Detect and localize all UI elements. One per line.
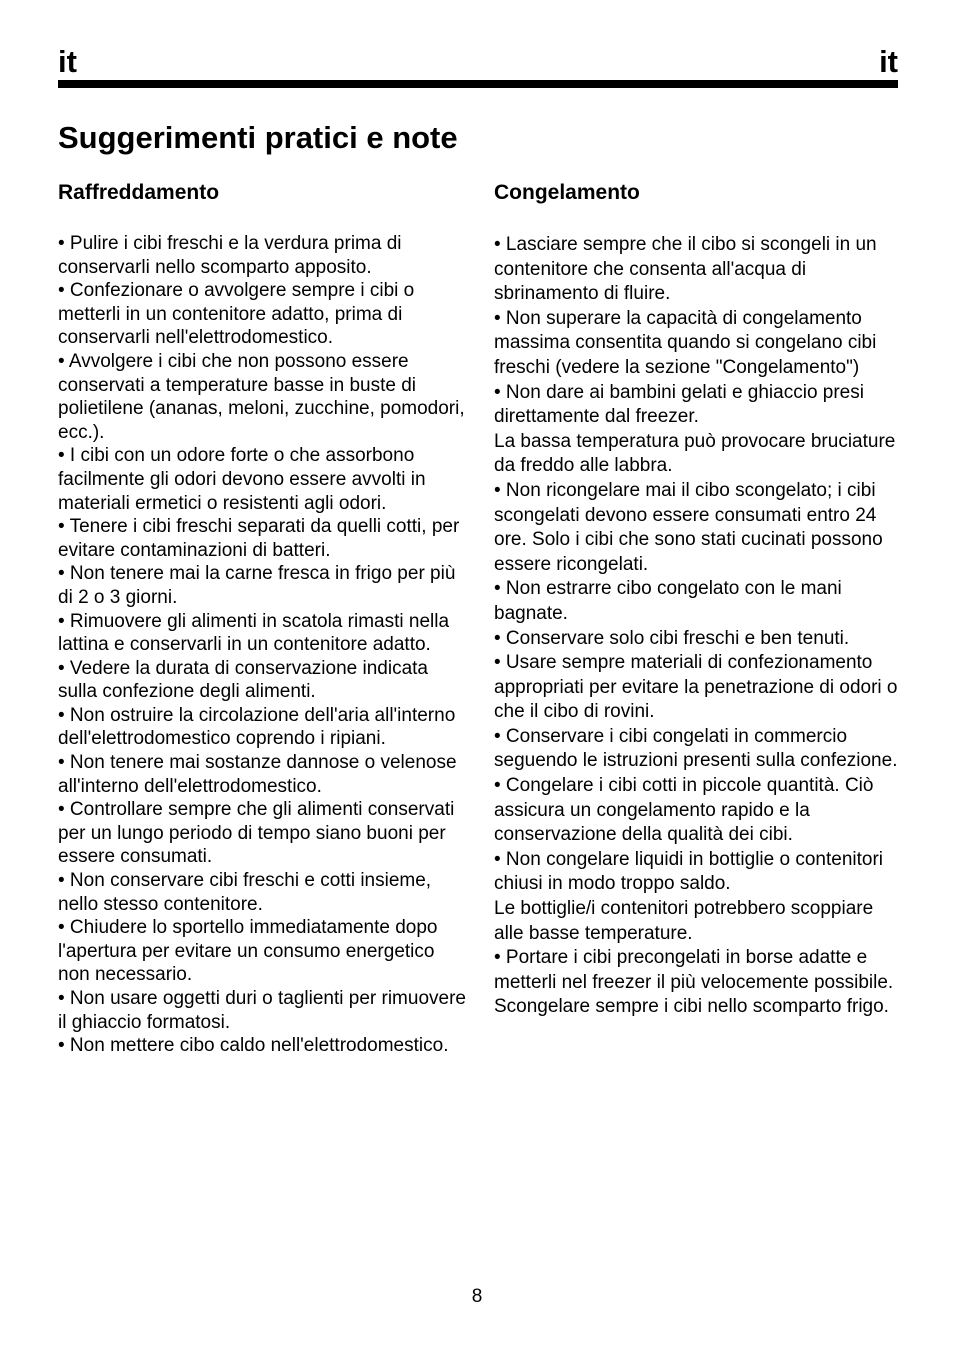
list-item: La bassa temperatura può provocare bruciature da freddo alle labbra. [494, 430, 896, 477]
cooling-section-title: Raffreddamento [58, 181, 220, 204]
list-item: • Non estrarre cibo congelato con le mani bagnate. [494, 578, 842, 624]
list-item: • Conservare solo cibi freschi e ben tenuti. [494, 627, 850, 649]
freezing-section-title: Congelamento [494, 181, 640, 204]
cooling-section [58, 180, 468, 1058]
list-item: • Vedere la durata di conservazione indicata sulla confezione degli alimenti. [58, 657, 428, 703]
cooling-tips-list [58, 232, 468, 1058]
list-item: • Non ostruire la circolazione dell'aria all'interno dell'elettrodomestico coprendo i ripiani. [58, 704, 456, 750]
list-item: • Rimuovere gli alimenti in scatola rimasti nella lattina e conservarli in un contenitore adatto. [58, 610, 450, 656]
list-item: • Non dare ai bambini gelati e ghiaccio presi direttamente dal freezer. [494, 381, 864, 428]
header-divider [58, 80, 898, 88]
list-item: • Non ricongelare mai il cibo scongelato; i cibi scongelati devono essere consumati entro 24 ore. Solo i cibi che sono stati cucinati possono essere ricongelati. [494, 479, 883, 575]
freezing-tips-list [494, 233, 904, 1020]
list-item: • Portare i cibi precongelati in borse adatte e metterli nel freezer il più velocemente possibile. [494, 947, 894, 993]
list-item: Scongelare sempre i cibi nello scomparto frigo. [494, 996, 889, 1018]
list-item: • Non superare la capacità di congelamento massima consentita quando si congelano cibi freschi (vedere la sezione "Congelamento") [494, 307, 877, 378]
list-item: • I cibi con un odore forte o che assorbono facilmente gli odori devono essere avvolti in materiali ermetici o resistenti agli odori. [58, 445, 426, 514]
list-item: Le bottiglie/i contenitori potrebbero scoppiare alle basse temperature. [494, 898, 874, 944]
list-item: • Tenere i cibi freschi separati da quelli cotti, per evitare contaminazioni di batteri. [58, 516, 460, 561]
header-language-left: it [58, 44, 77, 79]
freezing-section [494, 180, 904, 1020]
list-item: • Confezionare o avvolgere sempre i cibi o metterli in un contenitore adatto, prima di conservarli nell'elettrodomestico. [58, 280, 415, 349]
list-item: • Pulire i cibi freschi e la verdura prima di conservarli nello scomparto apposito. [58, 233, 402, 278]
list-item: • Non mettere cibo caldo nell'elettrodomestico. [58, 1035, 449, 1057]
list-item: • Non usare oggetti duri o taglienti per rimuovere il ghiaccio formatosi. [58, 988, 466, 1033]
header-language-right: it [879, 44, 898, 79]
list-item: • Avvolgere i cibi che non possono essere conservati a temperature basse in buste di polietilene (ananas, meloni, zucchine, pomodori, ecc.). [58, 350, 465, 443]
page-title: Suggerimenti pratici e note [58, 120, 458, 155]
list-item: • Congelare i cibi cotti in piccole quantità. Ciò assicura un congelamento rapido e la conservazione della qualità dei cibi. [494, 775, 874, 846]
list-item: • Usare sempre materiali di confezionamento appropriati per evitare la penetrazione di odori o che il cibo di rovini. [494, 652, 898, 723]
list-item: • Non tenere mai la carne fresca in frigo per più di 2 o 3 giorni. [58, 563, 456, 608]
list-item: • Non tenere mai sostanze dannose o velenose all'interno dell'elettrodomestico. [58, 752, 457, 797]
list-item: • Non congelare liquidi in bottiglie o contenitori chiusi in modo troppo saldo. [494, 848, 883, 895]
list-item: • Chiudere lo sportello immediatamente dopo l'apertura per evitare un consumo energetico non necessario. [58, 917, 438, 986]
list-item: • Controllare sempre che gli alimenti conservati per un lungo periodo di tempo siano buoni per essere consumati. [58, 799, 455, 868]
page-number: 8 [471, 1286, 483, 1307]
list-item: • Conservare i cibi congelati in commercio seguendo le istruzioni presenti sulla confezione. [494, 725, 898, 772]
list-item: • Non conservare cibi freschi e cotti insieme, nello stesso contenitore. [58, 870, 432, 915]
list-item: • Lasciare sempre che il cibo si scongeli in un contenitore che consenta all'acqua di sbrinamento di fluire. [494, 234, 877, 305]
